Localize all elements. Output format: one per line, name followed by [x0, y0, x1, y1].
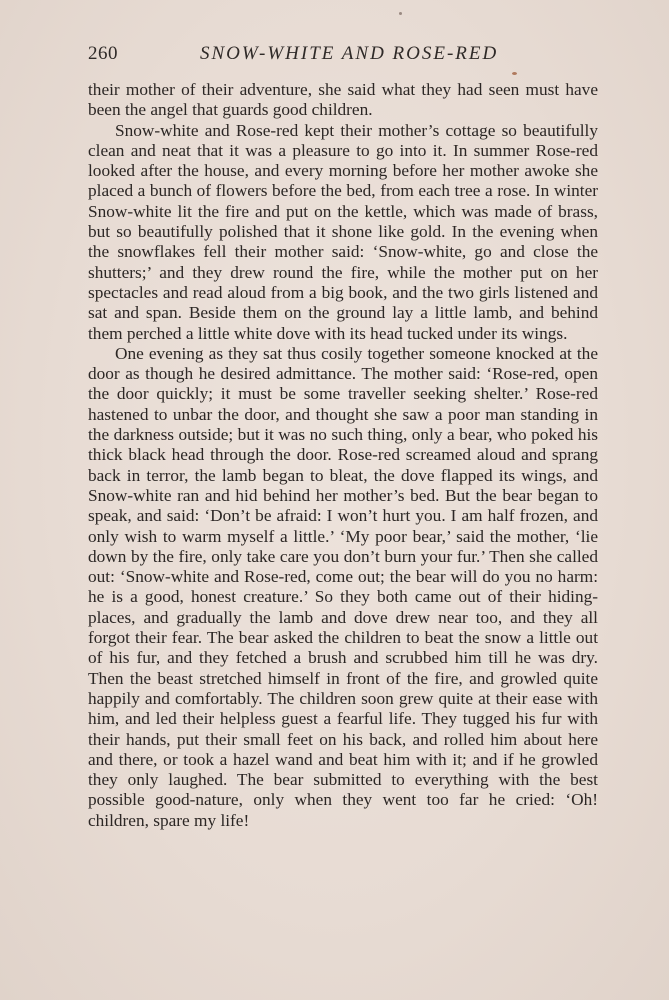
paper-speck — [399, 12, 402, 15]
page-header — [88, 43, 598, 69]
running-title: SNOW-WHITE AND ROSE-RED — [200, 43, 499, 64]
page-number: 260 — [88, 43, 118, 64]
paper-speck — [512, 72, 517, 75]
paragraph: Snow-white and Rose-red kept their mother’s cottage so beautifully clean and neat that it was a pleasure to go into it. In summer Rose-red looked after the house, and every morning before her mother awoke she placed a bunch of flowers before the bed, from each tree a rose. In winter Snow-white lit the fire and put on the kettle, which was made of brass, but so beautifully polished that it shone like gold. In the evening when the snowflakes fell their mother said: ‘Snow-white, go and close the shutters;’ and they drew round the fire, while the mother put on her spectacles and read aloud from a big book, and the two girls listened and sat and span. Beside them on the ground lay a little lamb, and behind them perched a little white dove with its head tucked under its wings. — [88, 120, 598, 343]
body-text — [88, 80, 598, 831]
paragraph: their mother of their adventure, she said what they had seen must have been the angel that guards good children. — [88, 80, 598, 120]
paragraph: One evening as they sat thus cosily together someone knocked at the door as though he desired admittance. The mother said: ‘Rose-red, open the door quickly; it must be some traveller seeking shelter.’ Rose-red hastened to unbar the door, and thought she saw a poor man standing in the darkness outside; but it was no such thing, only a bear, who poked his thick black head through the door. Rose-red screamed aloud and sprang back in terror, the lamb began to bleat, the dove flapped its wings, and Snow-white ran and hid behind her mother’s bed. But the bear began to speak, and said: ‘Don’t be afraid: I won’t hurt you. I am half frozen, and only wish to warm myself a little.’ ‘My poor bear,’ said the mother, ‘lie down by the fire, only take care you don’t burn your fur.’ Then she called out: ‘Snow-white and Rose-red, come out; the bear will do you no harm: he is a good, honest creature.’ So they both came out of their hiding-places, and gradually the lamb and dove drew near too, and they all forgot their fear. The bear asked the children to beat the snow a little out of his fur, and they fetched a brush and scrubbed him till he was dry. Then the beast stretched himself in front of the fire, and growled quite happily and comfortably. The children soon grew quite at their ease with him, and led their helpless guest a fearful life. They tugged his fur with their hands, put their small feet on his back, and rolled him about here and there, or took a hazel wand and beat him with it; and if he growled they only laughed. The bear submitted to everything with the best possible good-nature, only when they went too far he cried: ‘Oh! children, spare my life! — [88, 343, 598, 830]
